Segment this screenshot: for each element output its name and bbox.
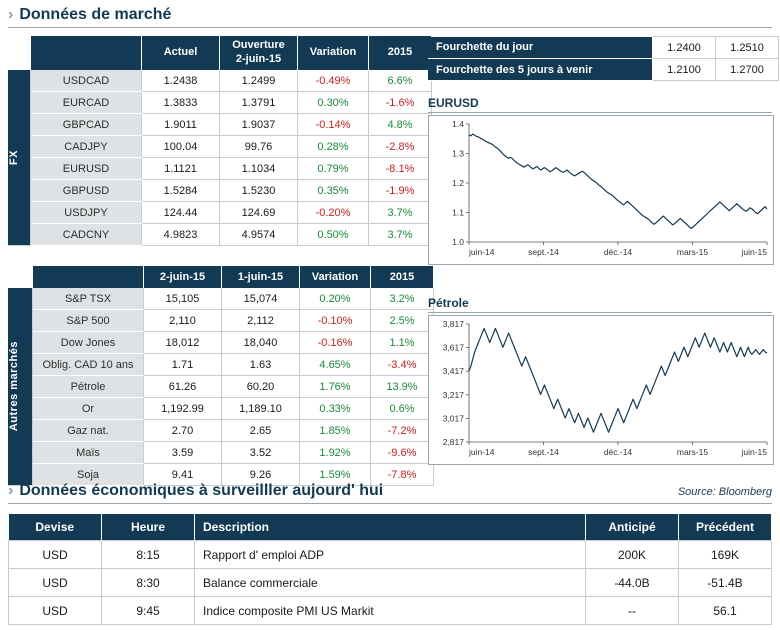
svg-text:3,817: 3,817	[442, 319, 464, 329]
eco-cell-precedent: -51.4B	[679, 569, 772, 597]
svg-text:mars-15: mars-15	[676, 447, 709, 457]
om-header-blank	[33, 266, 144, 288]
table-row	[8, 70, 432, 92]
om-row-variation: 4.65%	[300, 354, 371, 376]
fx-row-name: USDJPY	[31, 202, 142, 224]
fx-row-variation: -0.20%	[298, 202, 369, 224]
om-row-name: Or	[33, 398, 144, 420]
table-row	[8, 136, 432, 158]
om-header-2015: 2015	[371, 266, 434, 288]
svg-text:1.2: 1.2	[452, 178, 464, 188]
eco-cell-devise: USD	[9, 597, 102, 625]
table-row	[8, 92, 432, 114]
section-header-economic	[8, 482, 772, 504]
svg-text:1.3: 1.3	[452, 148, 464, 159]
fx-row-2015: -1.6%	[369, 92, 432, 114]
om-row-2015: -7.8%	[371, 464, 434, 486]
om-row-value-1: 9.41	[144, 464, 222, 486]
fx-row-ouverture: 99.76	[220, 136, 298, 158]
om-row-value-2: 60.20	[222, 376, 300, 398]
eco-cell-devise: USD	[9, 541, 102, 569]
om-row-name: Pétrole	[33, 376, 144, 398]
range-table-wrapper	[428, 36, 779, 81]
eco-cell-precedent: 56.1	[679, 597, 772, 625]
svg-text:3,417: 3,417	[442, 366, 464, 377]
om-row-value-1: 1.71	[144, 354, 222, 376]
om-row-name: Dow Jones	[33, 332, 144, 354]
chart-box-petrole	[428, 315, 774, 465]
table-row	[9, 541, 772, 569]
om-row-variation: 0.20%	[300, 288, 371, 310]
om-row-value-2: 2,112	[222, 310, 300, 332]
source-label: Source: Bloomberg	[677, 486, 772, 498]
fx-row-actuel: 1.5284	[142, 180, 220, 202]
range-low: 1.2400	[653, 37, 716, 59]
om-row-name: Gaz nat.	[33, 420, 144, 442]
eco-cell-heure: 9:45	[102, 597, 195, 625]
eco-header-precedent: Précédent	[679, 514, 772, 541]
fx-header-blank	[31, 36, 142, 70]
om-row-2015: 0.6%	[371, 398, 434, 420]
fx-row-ouverture: 1.2499	[220, 70, 298, 92]
fx-row-name: GBPCAD	[31, 114, 142, 136]
fx-row-variation: 0.35%	[298, 180, 369, 202]
fx-header-ouverture-line2: 2-juin-15	[235, 53, 282, 65]
table-row	[8, 310, 434, 332]
fx-row-2015: 3.7%	[369, 224, 432, 246]
fx-header-actuel: Actuel	[142, 36, 220, 70]
fx-row-variation: 0.79%	[298, 158, 369, 180]
section-header-market-data	[8, 6, 772, 28]
svg-text:3,617: 3,617	[442, 342, 464, 353]
fx-table-wrapper	[8, 36, 432, 246]
fx-vertical-label: FX	[8, 70, 31, 246]
om-row-value-1: 2,110	[144, 310, 222, 332]
om-row-value-2: 3.52	[222, 442, 300, 464]
page-title: Données de marché	[19, 6, 172, 23]
fx-row-name: EURUSD	[31, 158, 142, 180]
fx-row-actuel: 124.44	[142, 202, 220, 224]
svg-text:1.4: 1.4	[452, 119, 464, 129]
fx-row-2015: -1.9%	[369, 180, 432, 202]
om-row-name: S&P 500	[33, 310, 144, 332]
om-row-variation: 1.92%	[300, 442, 371, 464]
om-row-value-1: 61.26	[144, 376, 222, 398]
range-high: 1.2510	[716, 37, 779, 59]
fx-row-ouverture: 1.5230	[220, 180, 298, 202]
om-header-variation: Variation	[300, 266, 371, 288]
fx-row-name: USDCAD	[31, 70, 142, 92]
fx-row-variation: 0.30%	[298, 92, 369, 114]
om-row-2015: -7.2%	[371, 420, 434, 442]
table-row	[8, 202, 432, 224]
om-row-variation: 1.85%	[300, 420, 371, 442]
fx-header-ouverture	[220, 36, 298, 70]
svg-text:juin-14: juin-14	[469, 447, 495, 457]
economic-table	[8, 514, 772, 625]
table-row	[8, 376, 434, 398]
fx-row-2015: -2.8%	[369, 136, 432, 158]
fx-row-variation: 0.50%	[298, 224, 369, 246]
svg-text:déc.-14: déc.-14	[603, 447, 633, 457]
fx-row-ouverture: 1.3791	[220, 92, 298, 114]
eco-header-heure: Heure	[102, 514, 195, 541]
fx-row-name: GBPUSD	[31, 180, 142, 202]
chart-title-petrole: Pétrole	[428, 296, 772, 313]
om-row-value-1: 2.70	[144, 420, 222, 442]
fx-row-2015: -8.1%	[369, 158, 432, 180]
table-row	[8, 224, 432, 246]
table-row	[9, 569, 772, 597]
svg-text:déc.-14: déc.-14	[603, 247, 633, 257]
svg-text:1.0: 1.0	[452, 237, 464, 247]
table-row	[8, 420, 434, 442]
table-row	[8, 332, 434, 354]
fx-row-actuel: 1.2438	[142, 70, 220, 92]
svg-text:sept.-14: sept.-14	[528, 447, 559, 457]
om-table-header-row	[8, 266, 434, 288]
fx-row-variation: -0.14%	[298, 114, 369, 136]
chevron-right-icon: ›	[8, 6, 14, 23]
other-markets-table	[8, 266, 434, 486]
om-row-2015: 2.5%	[371, 310, 434, 332]
table-row	[8, 354, 434, 376]
svg-text:1.1: 1.1	[452, 207, 464, 218]
fx-row-actuel: 100.04	[142, 136, 220, 158]
fx-row-2015: 3.7%	[369, 202, 432, 224]
om-header-date1: 2-juin-15	[144, 266, 222, 288]
fx-row-variation: 0.28%	[298, 136, 369, 158]
table-row	[8, 180, 432, 202]
fx-row-name: CADCNY	[31, 224, 142, 246]
om-row-value-1: 3.59	[144, 442, 222, 464]
fx-header-ouverture-line1: Ouverture	[232, 39, 285, 52]
om-row-2015: 1.1%	[371, 332, 434, 354]
om-row-name: S&P TSX	[33, 288, 144, 310]
chart-panel-eurusd	[428, 96, 774, 265]
range-high: 1.2700	[716, 59, 779, 81]
range-row	[428, 37, 779, 59]
fx-row-actuel: 1.9011	[142, 114, 220, 136]
fx-table-header-row	[8, 36, 432, 70]
table-row	[9, 597, 772, 625]
eco-cell-precedent: 169K	[679, 541, 772, 569]
eco-header-anticipe: Anticipé	[586, 514, 679, 541]
fx-row-name: EURCAD	[31, 92, 142, 114]
range-label: Fourchette des 5 jours à venir	[428, 59, 653, 81]
om-row-value-2: 18,040	[222, 332, 300, 354]
table-row	[8, 158, 432, 180]
table-row	[8, 398, 434, 420]
chart-title-eurusd: EURUSD	[428, 96, 772, 113]
range-table	[428, 36, 779, 81]
eco-cell-anticipe: 200K	[586, 541, 679, 569]
om-row-2015: 3.2%	[371, 288, 434, 310]
fx-row-actuel: 1.1121	[142, 158, 220, 180]
eco-cell-description: Balance commerciale	[195, 569, 586, 597]
svg-text:juin-14: juin-14	[469, 247, 495, 257]
svg-text:mars-15: mars-15	[676, 247, 709, 257]
chevron-right-icon-2: ›	[8, 482, 14, 499]
svg-text:juin-15: juin-15	[741, 447, 767, 457]
om-row-value-1: 1,192.99	[144, 398, 222, 420]
chart-panel-petrole	[428, 296, 774, 465]
eco-cell-heure: 8:30	[102, 569, 195, 597]
table-row	[8, 114, 432, 136]
om-row-value-1: 15,105	[144, 288, 222, 310]
fx-row-ouverture: 4.9574	[220, 224, 298, 246]
eco-cell-heure: 8:15	[102, 541, 195, 569]
fx-header-variation: Variation	[298, 36, 369, 70]
om-row-name: Oblig. CAD 10 ans	[33, 354, 144, 376]
range-row	[428, 59, 779, 81]
economic-table-wrapper	[8, 514, 772, 625]
fx-row-variation: -0.49%	[298, 70, 369, 92]
fx-row-actuel: 1.3833	[142, 92, 220, 114]
om-header-date2: 1-juin-15	[222, 266, 300, 288]
om-row-2015: 13.9%	[371, 376, 434, 398]
fx-row-ouverture: 1.9037	[220, 114, 298, 136]
svg-text:3,217: 3,217	[442, 389, 464, 400]
om-row-2015: -3.4%	[371, 354, 434, 376]
om-row-value-2: 9.26	[222, 464, 300, 486]
om-row-value-1: 18,012	[144, 332, 222, 354]
om-row-value-2: 2.65	[222, 420, 300, 442]
eco-header-description: Description	[195, 514, 586, 541]
chart-box-eurusd	[428, 115, 774, 265]
om-row-variation: -0.16%	[300, 332, 371, 354]
eco-cell-anticipe: --	[586, 597, 679, 625]
fx-header-2015: 2015	[369, 36, 432, 70]
other-markets-table-wrapper	[8, 266, 434, 486]
om-row-value-2: 1,189.10	[222, 398, 300, 420]
om-row-variation: 1.76%	[300, 376, 371, 398]
svg-text:3,017: 3,017	[442, 413, 464, 424]
om-row-name: Maïs	[33, 442, 144, 464]
eco-header-row	[9, 514, 772, 541]
range-label: Fourchette du jour	[428, 37, 653, 59]
fx-row-2015: 6.6%	[369, 70, 432, 92]
fx-row-2015: 4.8%	[369, 114, 432, 136]
fx-row-actuel: 4.9823	[142, 224, 220, 246]
om-row-value-2: 1.63	[222, 354, 300, 376]
table-row	[8, 442, 434, 464]
table-row	[8, 288, 434, 310]
eco-header-devise: Devise	[9, 514, 102, 541]
other-markets-vertical-label: Autres marchés	[8, 288, 33, 486]
fx-row-ouverture: 1.1034	[220, 158, 298, 180]
om-row-variation: 0.33%	[300, 398, 371, 420]
om-row-value-2: 15,074	[222, 288, 300, 310]
range-low: 1.2100	[653, 59, 716, 81]
om-row-name: Soja	[33, 464, 144, 486]
fx-row-name: CADJPY	[31, 136, 142, 158]
eco-cell-anticipe: -44.0B	[586, 569, 679, 597]
svg-text:juin-15: juin-15	[741, 247, 767, 257]
eco-cell-devise: USD	[9, 569, 102, 597]
fx-table	[8, 36, 432, 246]
svg-text:2,817: 2,817	[442, 437, 464, 447]
eco-cell-description: Rapport d' emploi ADP	[195, 541, 586, 569]
eco-cell-description: Indice composite PMI US Markit	[195, 597, 586, 625]
om-row-variation: -0.10%	[300, 310, 371, 332]
om-row-variation: 1.59%	[300, 464, 371, 486]
om-corner-blank	[8, 266, 33, 288]
fx-row-ouverture: 124.69	[220, 202, 298, 224]
economic-title: Données économiques à surveilller aujourd' hui	[19, 482, 384, 499]
fx-corner-blank	[8, 36, 31, 70]
om-row-2015: -9.6%	[371, 442, 434, 464]
svg-text:sept.-14: sept.-14	[528, 247, 559, 257]
